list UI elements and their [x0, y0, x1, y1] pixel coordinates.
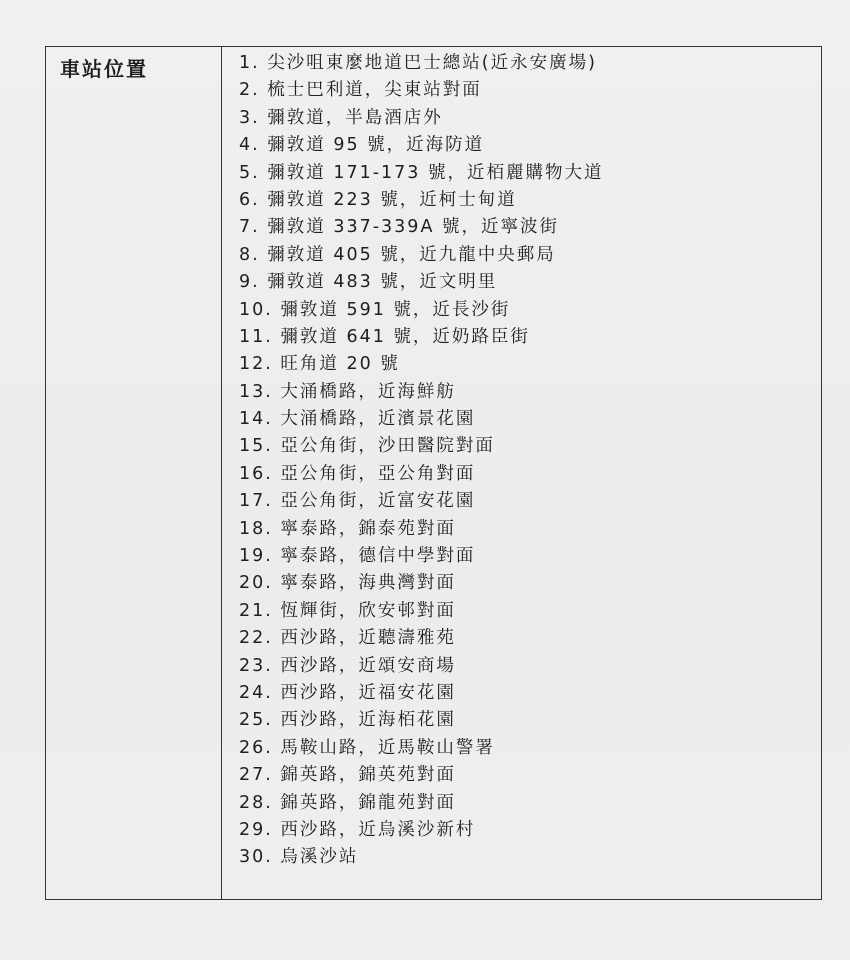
station-item: 12. 旺角道 20 號 — [239, 354, 400, 375]
station-item: 4. 彌敦道 95 號，近海防道 — [239, 135, 485, 156]
station-item: 7. 彌敦道 337-339A 號，近寧波街 — [239, 217, 559, 238]
station-table — [45, 46, 822, 900]
station-item: 30. 烏溪沙站 — [239, 847, 359, 868]
station-item: 20. 寧泰路，海典灣對面 — [239, 573, 456, 594]
station-item: 19. 寧泰路，德信中學對面 — [239, 546, 476, 567]
station-item: 16. 亞公角街，亞公角對面 — [239, 463, 476, 484]
station-item: 3. 彌敦道，半島酒店外 — [239, 107, 443, 128]
station-list — [239, 50, 604, 872]
station-item: 15. 亞公角街，沙田醫院對面 — [239, 436, 495, 457]
station-item: 6. 彌敦道 223 號，近柯士甸道 — [239, 189, 517, 210]
station-item: 25. 西沙路，近海栢花園 — [239, 710, 456, 731]
station-item: 18. 寧泰路，錦泰苑對面 — [239, 518, 456, 539]
station-item: 24. 西沙路，近福安花園 — [239, 682, 456, 703]
station-item: 1. 尖沙咀東麼地道巴士總站(近永安廣場) — [239, 53, 597, 73]
station-item: 10. 彌敦道 591 號，近長沙街 — [239, 299, 511, 320]
station-item: 17. 亞公角街，近富安花園 — [239, 491, 476, 512]
station-item: 9. 彌敦道 483 號，近文明里 — [239, 272, 498, 293]
station-item: 2. 梳士巴利道，尖東站對面 — [239, 80, 482, 101]
station-item: 8. 彌敦道 405 號，近九龍中央郵局 — [239, 244, 556, 265]
column-divider — [221, 47, 222, 899]
station-item: 11. 彌敦道 641 號，近奶路臣街 — [239, 326, 530, 347]
station-item: 28. 錦英路，錦龍苑對面 — [239, 792, 456, 813]
station-item: 14. 大涌橋路，近濱景花園 — [239, 409, 476, 430]
station-item: 21. 恆輝街，欣安邨對面 — [239, 600, 456, 621]
station-item: 23. 西沙路，近頌安商場 — [239, 655, 456, 676]
station-item: 5. 彌敦道 171-173 號，近栢麗購物大道 — [239, 162, 604, 183]
station-item: 22. 西沙路，近聽濤雅苑 — [239, 628, 456, 649]
station-item: 27. 錦英路，錦英苑對面 — [239, 765, 456, 786]
station-item: 26. 馬鞍山路，近馬鞍山警署 — [239, 737, 495, 758]
station-location-header: 車站位置 — [60, 57, 148, 81]
station-item: 29. 西沙路，近烏溪沙新村 — [239, 819, 476, 840]
station-item: 13. 大涌橋路，近海鮮舫 — [239, 381, 456, 402]
